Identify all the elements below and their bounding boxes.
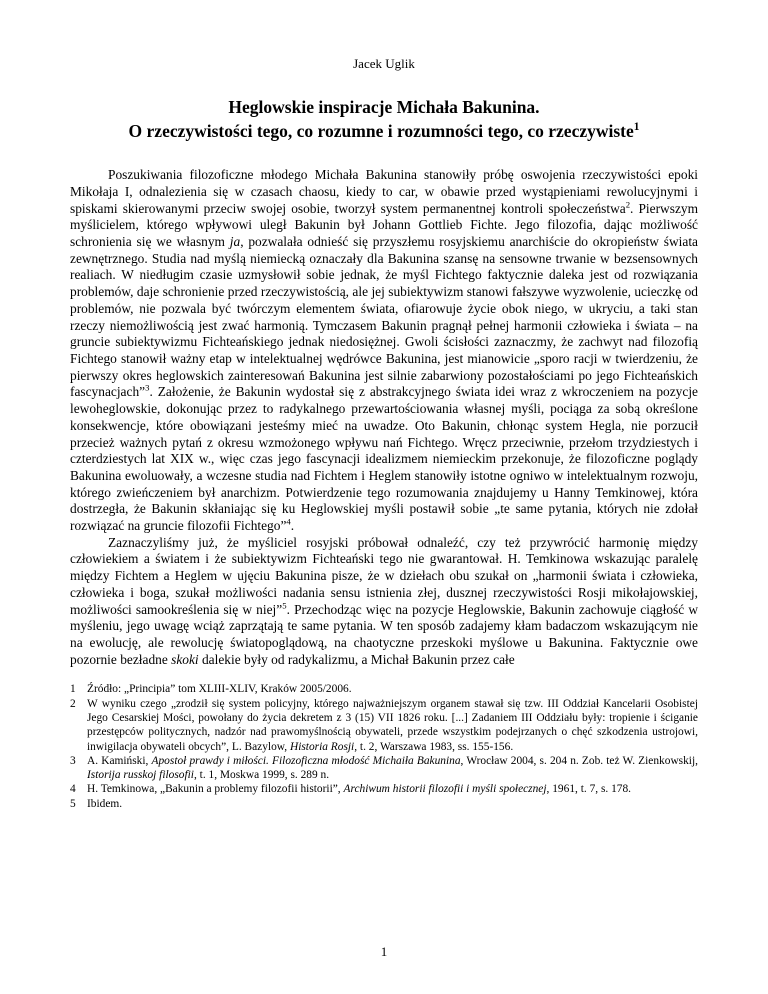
footnote-text: Ibidem.	[87, 797, 123, 810]
footnote-text: W wyniku czego „zrodził się system policyjny, którego najważniejszym organem stawał się tzw. III Oddział Kancelarii Osobistej Jego Cesarskiej Mości, powołany do życia dekretem z 3 (15) VII 1826 roku. [...] Zadaniem III Oddziału były: tropienie i ściganie przestępców politycznych, nadzór nad prawomyślnością obywateli, przede wszystkim podejrzanych o chęć szkodzenia ustrojowi, inwigilacja obywateli obcych”, L. Bazylow, Historia Rosji, t. 2, Warszawa 1983, ss. 155-156.	[87, 697, 698, 753]
footnote-item-1	[70, 682, 698, 696]
footnote-number: 2	[70, 697, 76, 710]
footnote-item-4	[70, 782, 698, 796]
footnotes-section	[70, 682, 698, 811]
body-text	[70, 167, 698, 668]
footnote-item-2	[70, 697, 698, 754]
footnote-number: 1	[70, 683, 76, 696]
footnote-item-5	[70, 797, 698, 811]
paragraph-1: Poszukiwania filozoficzne młodego Michała Bakunina stanowiły próbę oswojenia rzeczywistości epoki Mikołaja I, odnalezienia się w czasach chaosu, kiedy to car, w obawie przed wystąpieniami rewolucyjnymi i spiskami skierowanymi przeciw swojej osobie, tworzył system permanentnej kontroli społeczeństwa$^2$. Pierwszym myślicielem, którego wpływowi uległ Bakunin był Johann Gottlieb Fichte. Jego filozofia, dając możliwość schronienia się we własnym ja, pozwalała odnieść się przyszłemu rosyjskiemu anarchiście do okropieństw świata zewnętrznego. Studia nad myślą niemiecką oznaczały dla Bakunina szansę na sensowne trwanie w bezsensownych realiach. W niedługim czasie uzmysłowił sobie jednak, że myśl Fichtego faktycznie daleka jest od rozwiązania problemów, daje schronienie przed rzeczywistością, ale jej subiektywizm stanowi fałszywe wyzwolenie, ucieczkę od problemów, nie pozwala być twórczym elementem świata, ofiarowuje życie obok niego, w ukryciu, a taki stan rzeczy niemożliwością jest zwać harmonią. Tymczasem Bakunin pragnął pełnej harmonii człowieka i świata – na gruncie subiektywizmu Fichteańskiego jednak niedosiężnej. Gwoli ścisłości zaznaczmy, że zachwyt nad filozofią Fichtego stanowił ważny etap w intelektualnej wędrówce Bakunina, jest mianowicie „sporo racji w twierdzeniu, że pierwszy okres heglowskich zainteresowań Bakunina jest silnie zabarwiony pozostałościami po jego Fichteańskich fascynacjach”$^3$. Założenie, że Bakunin wydostał się z abstrakcyjnego świata idei wraz z wkroczeniem na pozycje lewoheglowskie, dokonując przez to radykalnego przewartościowania własnej myśli, pociąga za sobą określone konsekwencje, które obowiązani jesteśmy mieć na uwadze. Oto Bakunin, chłonąc system Hegla, nie porzucił przecież ważnych pytań z okresu wzmożonego wpływu nań Fichtego. Wręcz przeciwnie, przełom trzydziestych i czterdziestych lat XIX w., więc czas jego fascynacji idealizmem niemieckim przekonuje, że filozoficzne poglądy Bakunina ewoluowały, a wczesne studia nad Fichtem i Heglem stanowiły istotne ogniwo w intelektualnym rozwoju, którego zwieńczeniem był anarchizm. Potwierdzenie tego rozumowania znajdujemy u Hanny Temkinowej, która dostrzegła, że Bakunin skłaniając się ku Heglowskiej myśli postawił sobie „te same pytania, których nie zdołał rozwiązać na gruncie filozofii Fichtego”$^4$.	[70, 167, 698, 534]
footnote-number: 3	[70, 754, 76, 767]
paper-title-line-2: O rzeczywistości tego, co rozumne i rozumności tego, co rzeczywiste$^1$	[128, 120, 640, 141]
footnote-number: 4	[70, 783, 76, 796]
paper-title-line-1: Heglowskie inspiracje Michała Bakunina.	[228, 97, 540, 117]
page-number: 1	[380, 944, 388, 959]
paper-title	[70, 96, 698, 143]
footnote-text: A. Kamiński, Apostoł prawdy i miłości. Filozoficzna młodość Michaiła Bakunina, Wrocław 2004, s. 204 n. Zob. też W. Zienkowskij, Istorija russkoj filosofii, t. 1, Moskwa 1999, s. 289 n.	[87, 754, 698, 782]
footnote-text: H. Temkinowa, „Bakunin a problemy filozofii historii”, Archiwum historii filozofii i myśli społecznej, 1961, t. 7, s. 178.	[87, 783, 632, 796]
footnote-item-3	[70, 754, 698, 783]
footnote-text: Źródło: „Principia” tom XLIII-XLIV, Kraków 2005/2006.	[87, 683, 352, 696]
author-name: Jacek Uglik	[353, 56, 415, 71]
footnote-number: 5	[70, 797, 76, 810]
paragraph-2: Zaznaczyliśmy już, że myśliciel rosyjski próbował odnaleźć, czy też przywrócić harmonię między człowiekiem a światem i że subiektywizm Fichteański tego nie gwarantował. H. Temkinowa wskazując paralelę między Fichtem a Heglem w ujęciu Bakunina pisze, że w dziełach obu szukał on „harmonii świata i człowieka, człowieka i boga, szukał możliwości nadania sensu istnienia złej, dusznej rzeczywistości Rosji mikołajowskiej, możliwości samookreślenia się w niej”$^5$. Przechodząc więc na pozycje Heglowskie, Bakunin zachowuje ciągłość w myśleniu, jego uwagę wciąż zaprzątają te same pytania. W ten sposób zadajemy kłam badaczom wskazującym nie na ewolucję, ale rewolucję światopoglądową, na chaotyczne przeskoki myślowe u Bakunina. Faktycznie owe pozornie bezładne skoki dalekie były od radykalizmu, a Michał Bakunin przez całe	[70, 534, 698, 667]
